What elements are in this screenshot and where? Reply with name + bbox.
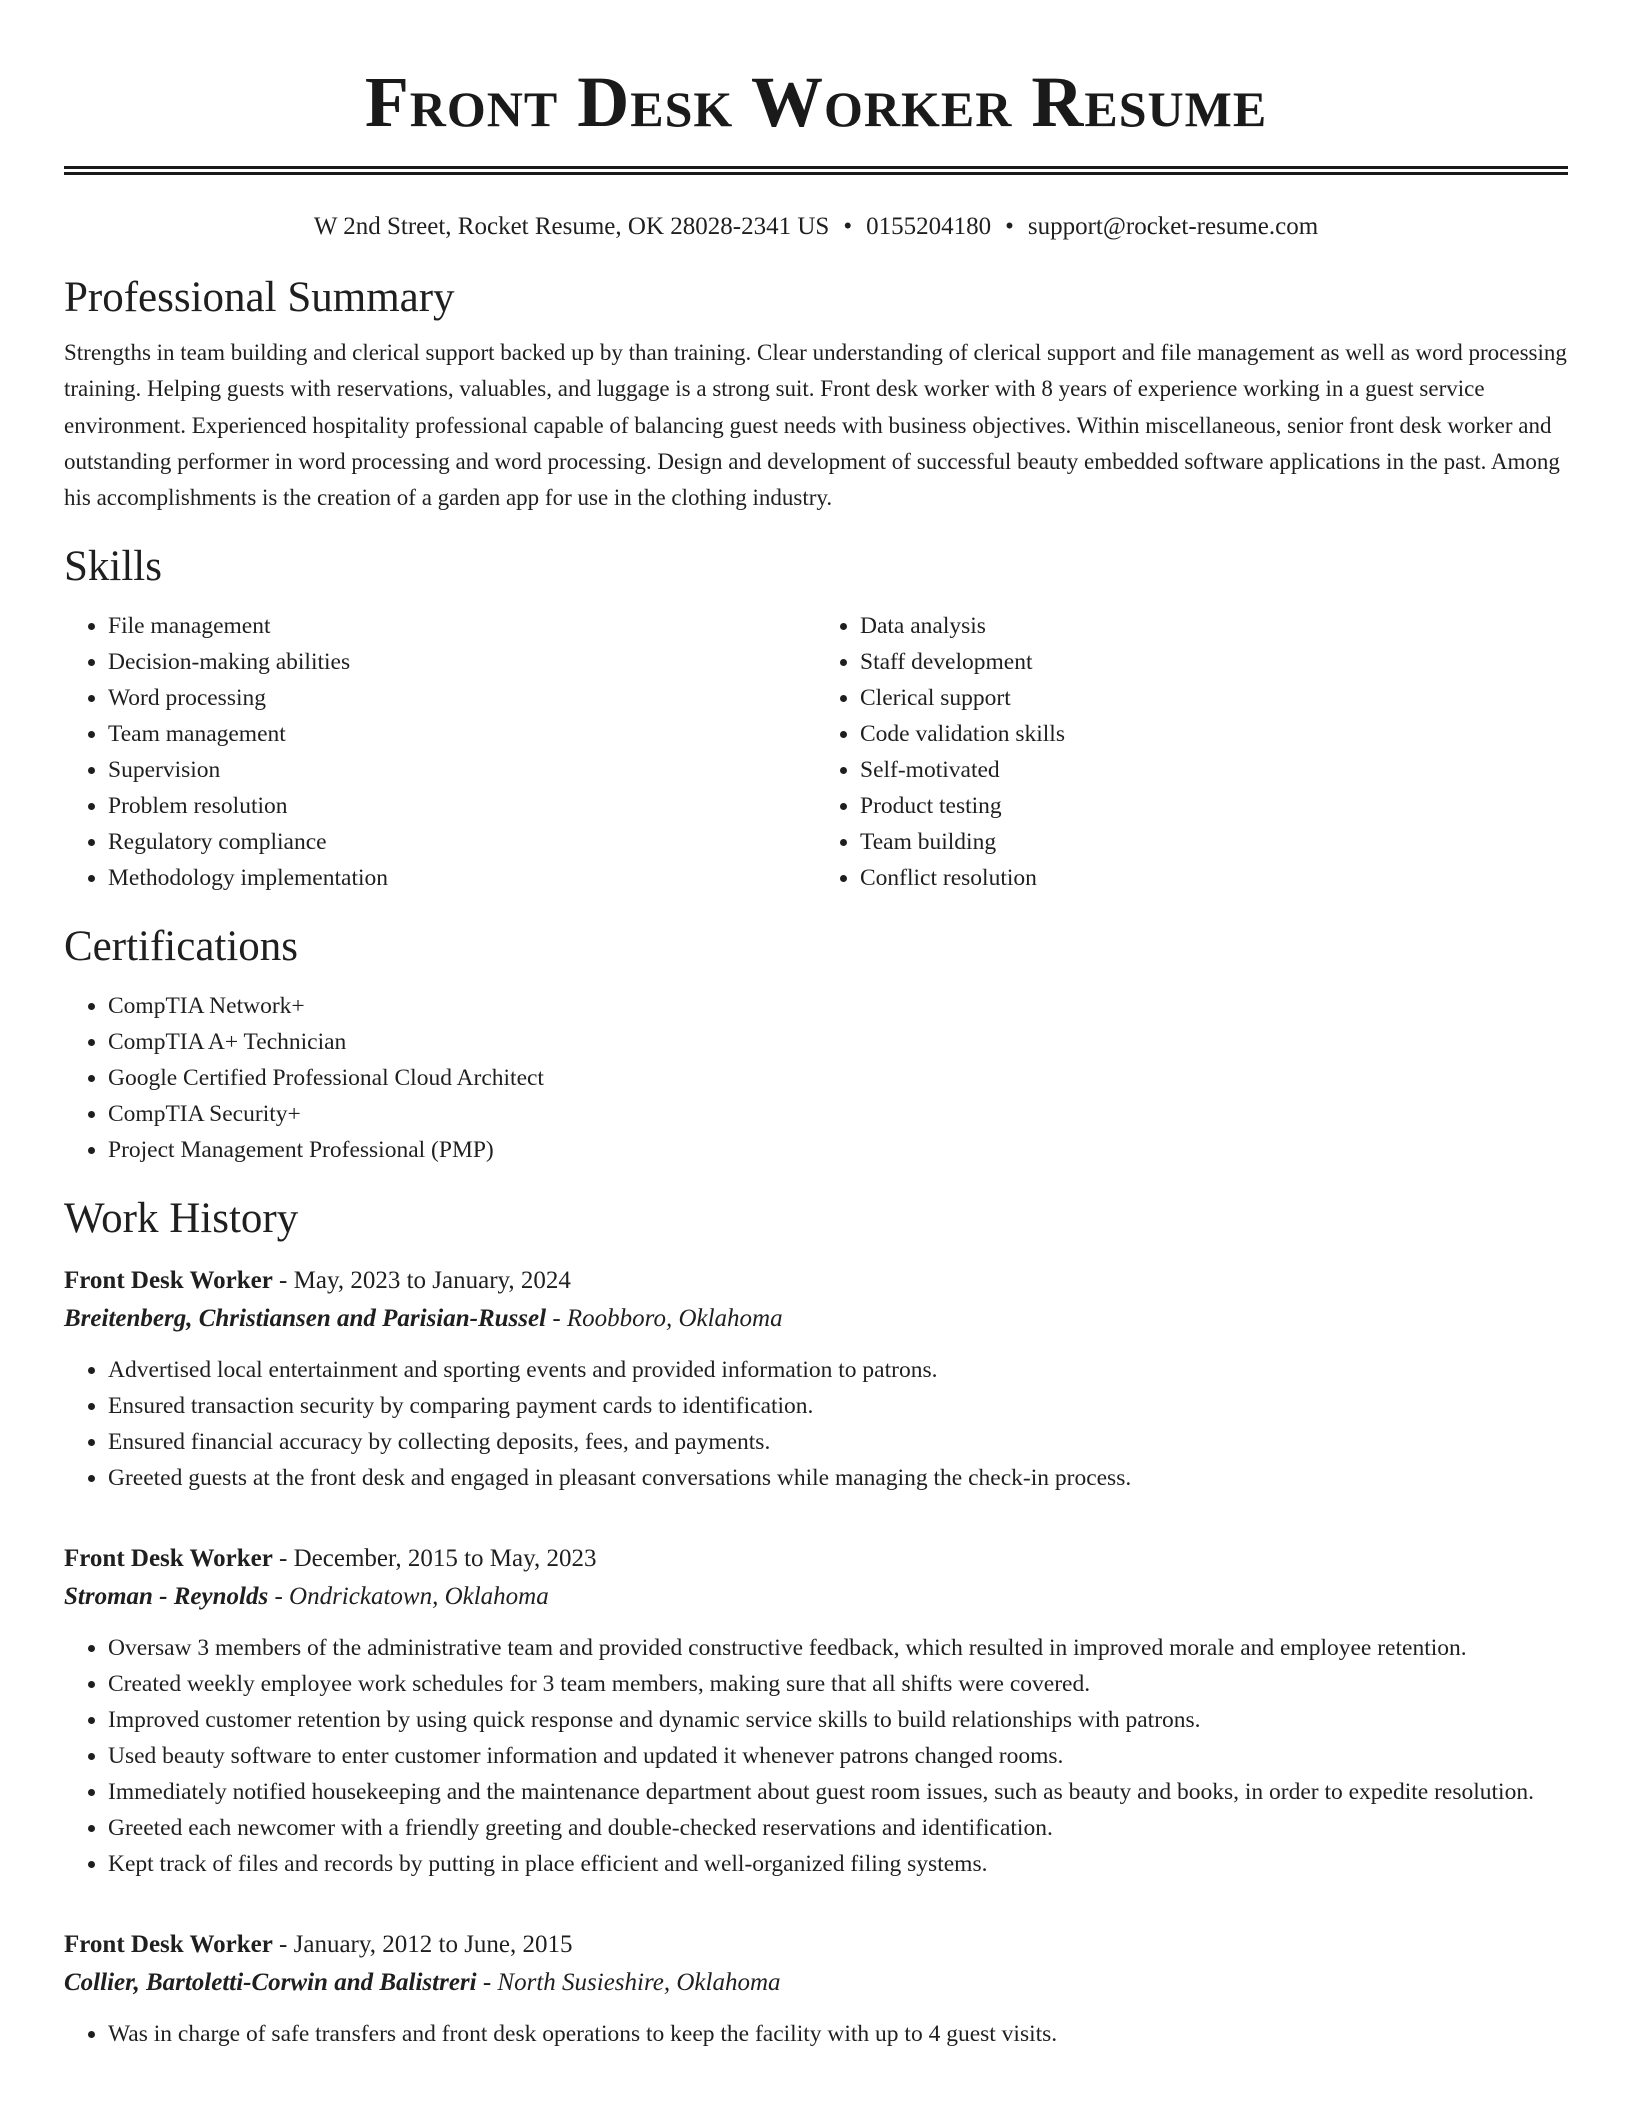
skill-item: • Conflict resolution <box>860 860 1568 896</box>
certifications-list <box>64 988 1568 1168</box>
job-entry <box>64 1926 1568 2052</box>
certification-item: • CompTIA Security+ <box>108 1096 1568 1132</box>
company-location: - North Susieshire, Oklahoma <box>476 1969 781 1997</box>
job-bullet: • Improved customer retention by using quick response and dynamic service skills to build relationships with patrons. <box>108 1702 1568 1738</box>
work-history-section <box>64 1194 1568 2052</box>
skill-item: • Problem resolution <box>108 788 816 824</box>
job-bullet: • Greeted each newcomer with a friendly greeting and double-checked reservations and identification. <box>108 1810 1568 1846</box>
work-history-heading: Work History <box>64 1195 299 1243</box>
job-dates: - December, 2015 to May, 2023 <box>272 1545 597 1573</box>
title-divider <box>64 166 1568 175</box>
certification-item: • CompTIA Network+ <box>108 988 1568 1024</box>
skill-item: • Product testing <box>860 788 1568 824</box>
job-title-line <box>64 1262 1568 1300</box>
job-bullet: • Created weekly employee work schedules for 3 team members, making sure that all shifts were covered. <box>108 1666 1568 1702</box>
job-bullets <box>64 1352 1568 1496</box>
skill-item: • Methodology implementation <box>108 860 816 896</box>
skill-item: • Self-motivated <box>860 752 1568 788</box>
job-bullets <box>64 2016 1568 2052</box>
job-bullet: • Oversaw 3 members of the administrative team and provided constructive feedback, which resulted in improved morale and employee retention. <box>108 1630 1568 1666</box>
contact-separator: • <box>843 213 853 240</box>
summary-section <box>64 273 1568 516</box>
job-bullet: • Immediately notified housekeeping and the maintenance department about guest room issues, such as beauty and books, in order to expedite resolution. <box>108 1774 1568 1810</box>
job-title-line <box>64 1540 1568 1578</box>
company-line <box>64 1964 1568 2002</box>
job-dates: - May, 2023 to January, 2024 <box>272 1267 571 1295</box>
company-location: - Ondrickatown, Oklahoma <box>268 1583 549 1611</box>
skill-item: • Code validation skills <box>860 716 1568 752</box>
skills-list-right <box>816 608 1568 896</box>
contact-email: support@rocket-resume.com <box>1027 213 1319 240</box>
job-title: Front Desk Worker <box>64 1267 273 1295</box>
skill-item: • Team management <box>108 716 816 752</box>
contact-line <box>64 211 1568 243</box>
skills-list-left <box>64 608 816 896</box>
certifications-heading: Certifications <box>64 923 299 971</box>
job-bullet: • Used beauty software to enter customer information and updated it whenever patrons changed rooms. <box>108 1738 1568 1774</box>
company-location: - Roobboro, Oklahoma <box>546 1305 783 1333</box>
job-bullet: • Greeted guests at the front desk and engaged in pleasant conversations while managing the check-in process. <box>108 1460 1568 1496</box>
certifications-section <box>64 922 1568 1168</box>
skill-item: • Decision-making abilities <box>108 644 816 680</box>
job-bullets <box>64 1630 1568 1882</box>
job-bullet: • Ensured financial accuracy by collecting deposits, fees, and payments. <box>108 1424 1568 1460</box>
skill-item: • Staff development <box>860 644 1568 680</box>
resume-page <box>64 0 1568 2052</box>
certification-item: • Google Certified Professional Cloud Architect <box>108 1060 1568 1096</box>
company-name: Collier, Bartoletti-Corwin and Balistreri <box>64 1969 477 1997</box>
skill-item: • Team building <box>860 824 1568 860</box>
company-name: Breitenberg, Christiansen and Parisian-Russel <box>64 1305 547 1333</box>
job-entry <box>64 1540 1568 1882</box>
contact-phone: 0155204180 <box>866 213 992 240</box>
job-bullet: • Advertised local entertainment and sporting events and provided information to patrons. <box>108 1352 1568 1388</box>
page-title: Front Desk Worker Resume <box>364 62 1268 142</box>
company-line <box>64 1578 1568 1616</box>
job-bullet: • Was in charge of safe transfers and front desk operations to keep the facility with up to 4 guest visits. <box>108 2016 1568 2052</box>
contact-separator: • <box>1005 213 1014 240</box>
certification-item: • Project Management Professional (PMP) <box>108 1132 1568 1168</box>
skills-heading: Skills <box>64 543 162 591</box>
job-title: Front Desk Worker <box>64 1545 273 1573</box>
job-title-line <box>64 1926 1568 1964</box>
skill-item: • Regulatory compliance <box>108 824 816 860</box>
skill-item: • Word processing <box>108 680 816 716</box>
contact-address: W 2nd Street, Rocket Resume, OK 28028-2341 US <box>313 213 830 240</box>
skills-section <box>64 542 1568 896</box>
summary-text: Strengths in team building and clerical support backed up by than training. Clear understanding of clerical support and file management as well as word processing training. Helping guests with reservations, valuables, and luggage is a strong suit. Front desk worker with 8 years of experience working in a guest service environment. Experienced hospitality professional capable of balancing guest needs with business objectives. Within miscellaneous, senior front desk worker and outstanding performer in word processing and word processing. Design and development of successful beauty embedded software applications in the past. Among his accomplishments is the creation of a garden app for use in the clothing industry. <box>64 340 1567 511</box>
job-bullet: • Kept track of files and records by putting in place efficient and well-organized filing systems. <box>108 1846 1568 1882</box>
skill-item: • Data analysis <box>860 608 1568 644</box>
certification-item: • CompTIA A+ Technician <box>108 1024 1568 1060</box>
skills-columns <box>64 608 1568 896</box>
skill-item: • Supervision <box>108 752 816 788</box>
summary-heading: Professional Summary <box>64 274 455 321</box>
company-line <box>64 1300 1568 1338</box>
skill-item: • Clerical support <box>860 680 1568 716</box>
job-entry <box>64 1262 1568 1496</box>
company-name: Stroman - Reynolds <box>64 1583 269 1611</box>
job-dates: - January, 2012 to June, 2015 <box>272 1931 573 1959</box>
job-title: Front Desk Worker <box>64 1931 273 1959</box>
skill-item: • File management <box>108 608 816 644</box>
job-bullet: • Ensured transaction security by comparing payment cards to identification. <box>108 1388 1568 1424</box>
